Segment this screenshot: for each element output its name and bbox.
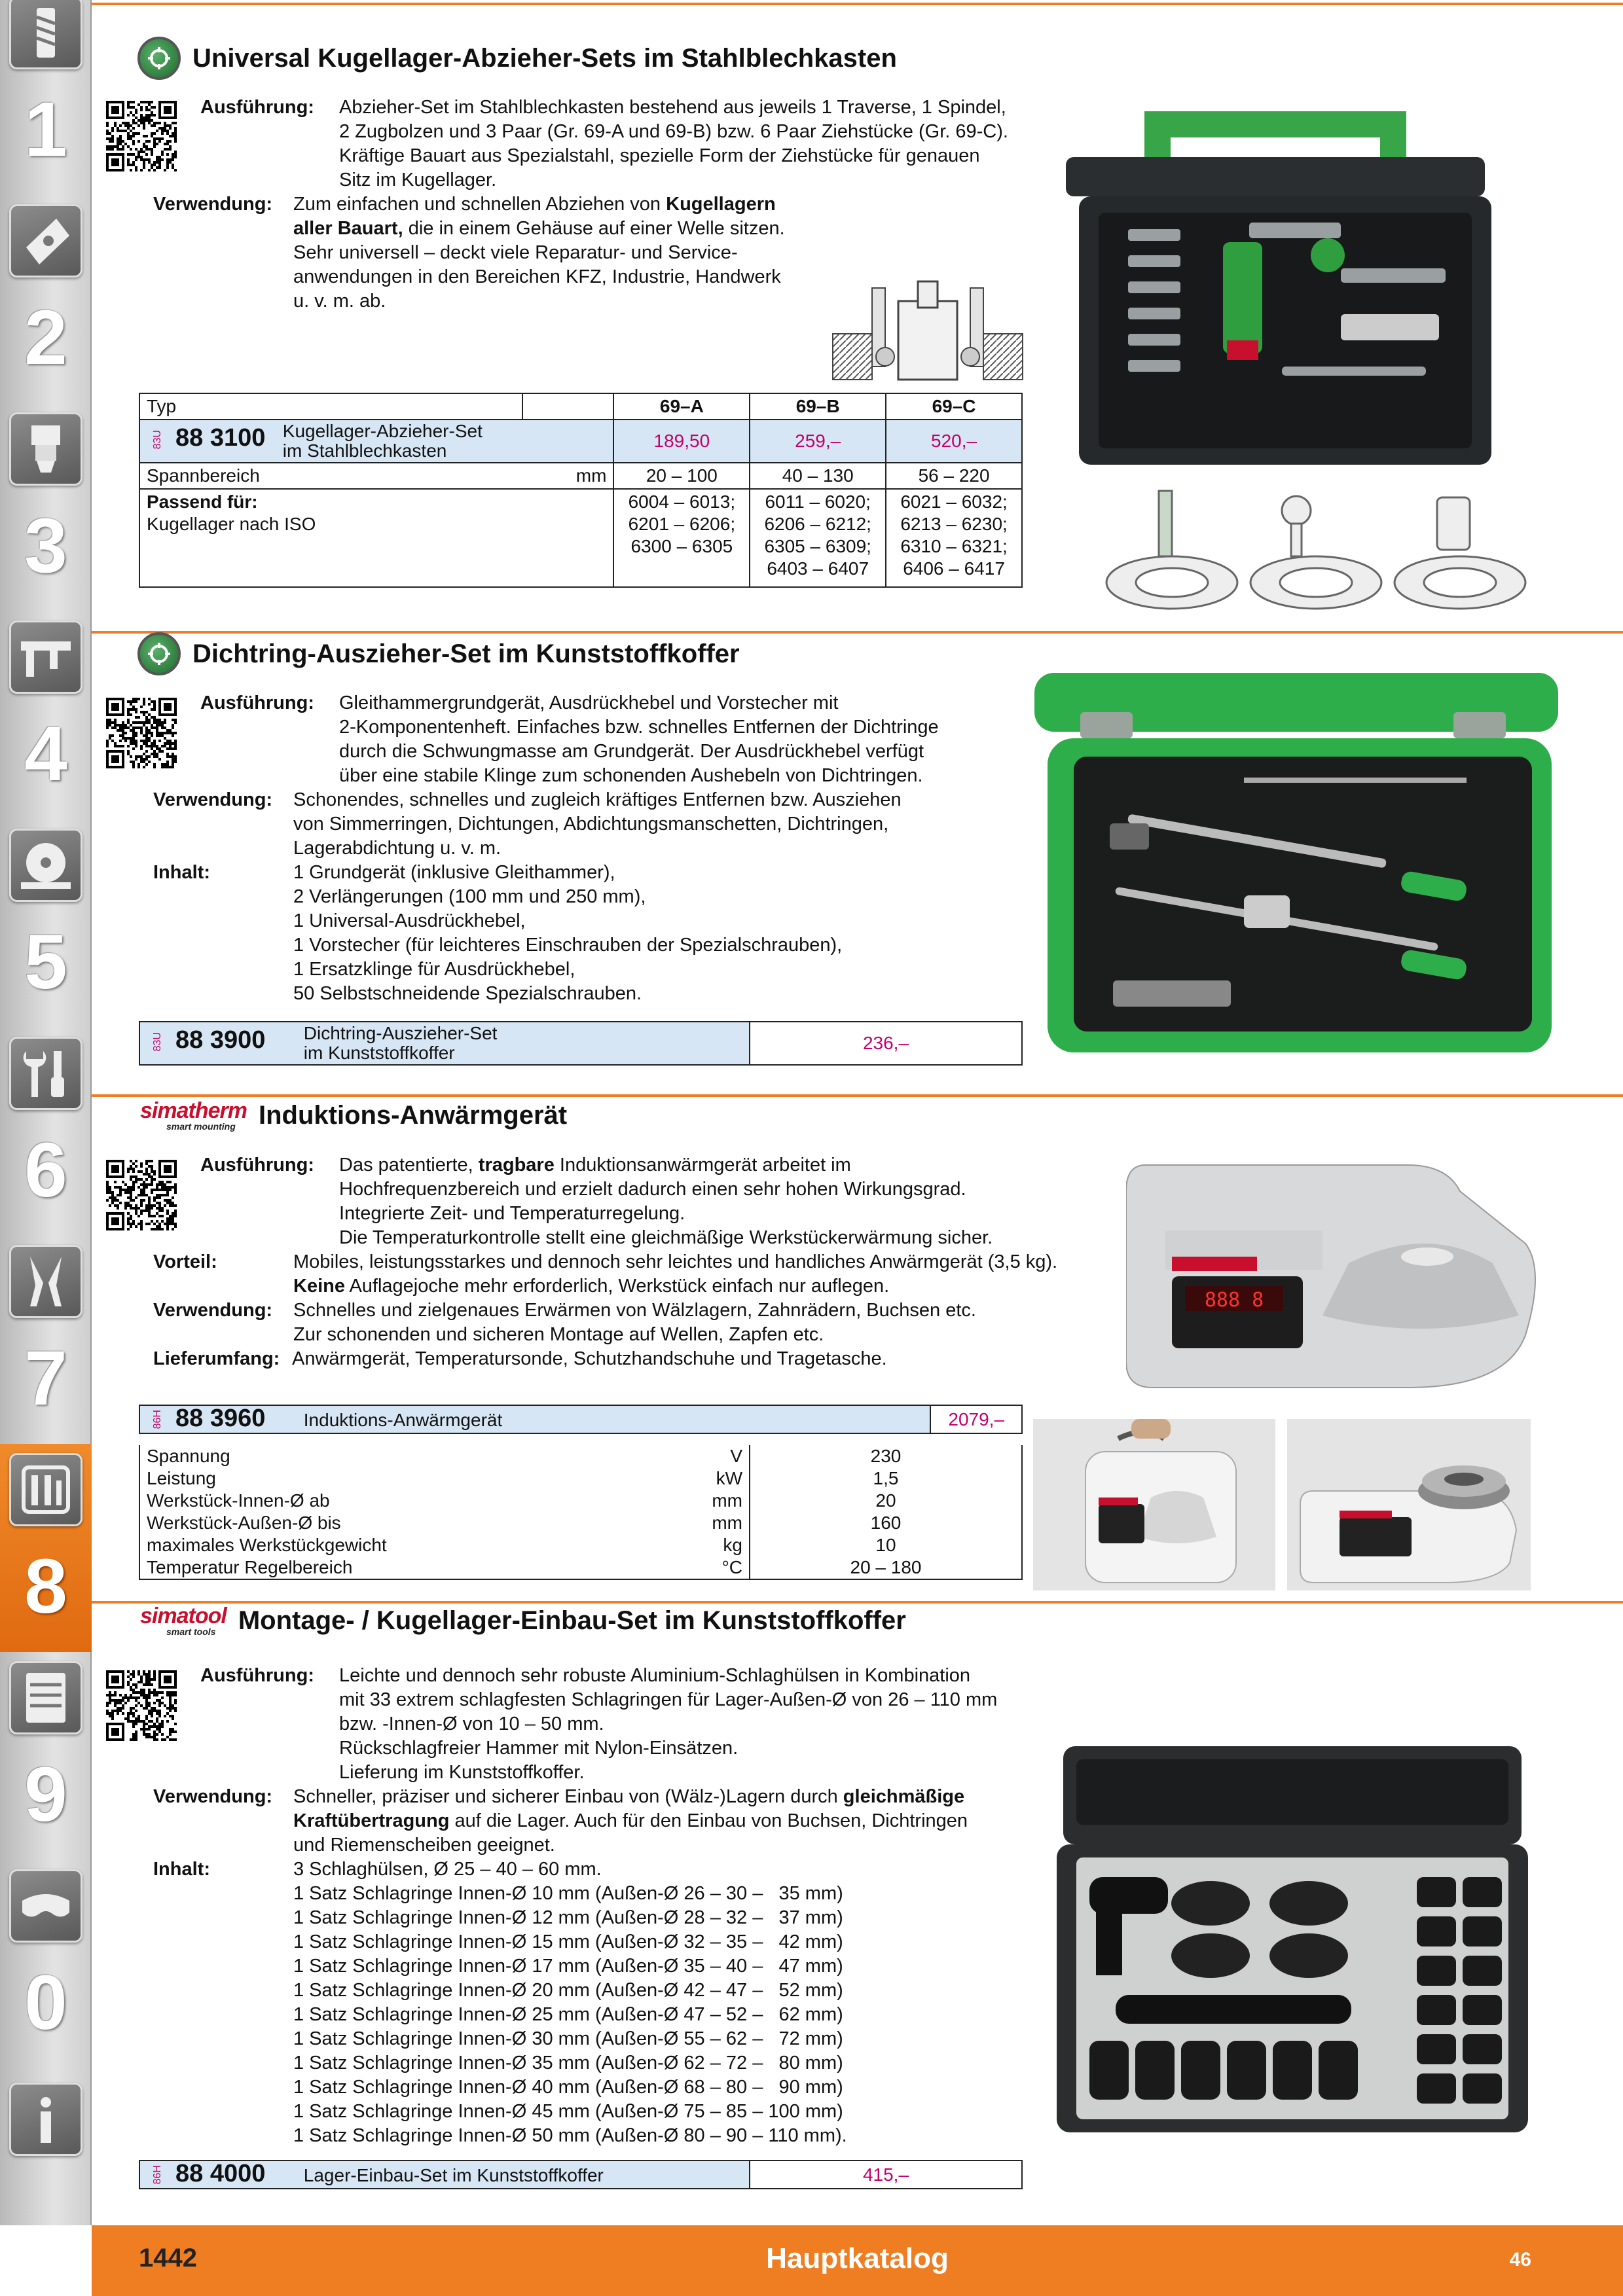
text-line: Anwärmgerät, Temperatursonde, Schutzhandschuhe und Tragetasche. xyxy=(292,1348,887,1369)
text-line: 2 Verlängerungen (100 mm und 250 mm), xyxy=(293,886,646,907)
label-ausfuehrung: Ausführung: xyxy=(200,692,314,713)
cell: 6004 – 6013; xyxy=(628,492,736,512)
table-row xyxy=(139,489,1022,587)
spec-row xyxy=(139,1445,1022,1467)
text-line: und Riemenscheiben geeignet. xyxy=(293,1835,555,1856)
section-header xyxy=(140,1100,567,1131)
section-title: Universal Kugellager-Abzieher-Sets im Stahlblechkasten xyxy=(192,43,897,73)
text-bold: tragbare xyxy=(478,1155,555,1175)
text-line: 1 Satz Schlagringe Innen-Ø 15 mm (Außen-Ø 32 – 35 – 42 mm) xyxy=(293,1931,843,1952)
column-header: 69–C xyxy=(886,393,1022,420)
s1-ausf-text xyxy=(339,96,1046,192)
heater-carry-photo-image xyxy=(1033,1419,1275,1590)
column-header: 69–B xyxy=(750,393,886,420)
text-line: durch die Schwungmasse am Grundgerät. Der Ausdrückhebel verfügt xyxy=(339,741,924,762)
section-title: Dichtring-Auszieher-Set im Kunststoffkoffer xyxy=(192,639,740,668)
price: 259,– xyxy=(750,420,886,463)
text-line: Zur schonenden und sicheren Montage auf Wellen, Zapfen etc. xyxy=(293,1324,824,1345)
article-desc: Lager-Einbau-Set im Kunststoffkoffer xyxy=(303,2165,604,2185)
spec-row xyxy=(139,1512,1022,1534)
chapter-number: 6 xyxy=(24,1127,67,1213)
spec-unit: °C xyxy=(637,1556,750,1579)
cell: 6021 – 6032; xyxy=(900,492,1008,512)
text-line: 1 Satz Schlagringe Innen-Ø 45 mm (Außen-Ø 75 – 85 – 100 mm) xyxy=(293,2101,843,2122)
text-line: 1 Satz Schlagringe Innen-Ø 30 mm (Außen-Ø 55 – 62 – 72 mm) xyxy=(293,2028,843,2049)
text-line: Zum einfachen und schnellen Abziehen von xyxy=(293,194,666,215)
cell: 6403 – 6407 xyxy=(767,558,869,579)
simatherm-logo xyxy=(140,1100,247,1131)
chapter-number: 2 xyxy=(24,295,67,381)
spec-value: 160 xyxy=(750,1512,1022,1534)
section-header xyxy=(140,1605,906,1636)
text-line: Leichte und dennoch sehr robuste Aluminium-Schlaghülsen in Kombination xyxy=(339,1665,971,1686)
label-ausfuehrung: Ausführung: xyxy=(200,1155,314,1175)
chapter-number: 5 xyxy=(24,919,67,1005)
spec-value: 20 – 180 xyxy=(750,1556,1022,1579)
spec-unit: mm xyxy=(637,1512,750,1534)
spec-row xyxy=(139,1534,1022,1556)
row-label: Spannbereich xyxy=(139,463,522,489)
spec-unit: mm xyxy=(637,1490,750,1512)
tool-holder-icon xyxy=(9,412,82,486)
text-line: 1 Satz Schlagringe Innen-Ø 50 mm (Außen-Ø 80 – 90 – 110 mm). xyxy=(293,2125,847,2146)
table-row xyxy=(139,463,1022,489)
heater-with-bearing-photo-image xyxy=(1287,1419,1531,1590)
label-inhalt: Inhalt: xyxy=(153,1859,210,1880)
label-verwendung: Verwendung: xyxy=(153,1786,273,1807)
article-number[interactable]: 88 3960 xyxy=(175,1405,266,1432)
price: 236,– xyxy=(750,1022,1022,1065)
column-header: 69–A xyxy=(613,393,750,420)
spec-label: Leistung xyxy=(139,1467,637,1490)
cell: 6011 – 6020; xyxy=(765,492,871,512)
chapter-number: 7 xyxy=(24,1335,67,1422)
application-diagrams-image xyxy=(1100,484,1539,615)
article-desc: Dichtring-Auszieher-Set xyxy=(303,1023,498,1043)
price: 2079,– xyxy=(930,1405,1022,1433)
spec-label: Spannung xyxy=(139,1445,637,1467)
text-line: Mobiles, leistungsstarkes und dennoch sehr leichtes und handliches Anwärmgerät (3,5 kg). xyxy=(293,1251,1058,1272)
cell: 6300 – 6305 xyxy=(630,536,733,556)
chapter-number: 9 xyxy=(24,1751,67,1838)
row-label: Kugellager nach ISO xyxy=(147,514,316,534)
brand-tagline: smart mounting xyxy=(166,1121,236,1132)
chapter-tab-3[interactable] xyxy=(0,403,92,611)
text-bold: Keine xyxy=(293,1276,345,1297)
page-footer xyxy=(92,2225,1623,2296)
section-separator xyxy=(92,3,1623,5)
cell: 56 – 220 xyxy=(886,463,1022,489)
text-line: Hochfrequenzbereich und erzielt dadurch einen sehr hohen Wirkungsgrad. xyxy=(339,1179,966,1200)
text-line: 1 Satz Schlagringe Innen-Ø 10 mm (Außen-Ø 26 – 30 – 35 mm) xyxy=(293,1883,843,1904)
spec-label: Werkstück-Innen-Ø ab xyxy=(139,1490,637,1512)
text-line: bzw. -Innen-Ø von 10 – 50 mm. xyxy=(339,1713,604,1734)
text-line: Schonendes, schnelles und zugleich kräftiges Entfernen bzw. Ausziehen xyxy=(293,789,902,810)
article-number[interactable]: 88 3900 xyxy=(175,1026,266,1054)
text-line: Sitz im Kugellager. xyxy=(339,170,497,190)
text-line: Rückschlagfreier Hammer mit Nylon-Einsätzen. xyxy=(339,1738,739,1759)
label-ausfuehrung: Ausführung: xyxy=(200,97,314,118)
page-subnumber: 46 xyxy=(1509,2249,1531,2270)
wrench-screwdriver-icon xyxy=(9,1037,82,1110)
s4-inhalt-list xyxy=(293,1857,1046,2148)
text-line: die in einem Gehäuse auf einer Welle sitzen. xyxy=(403,218,785,239)
article-number[interactable]: 88 4000 xyxy=(175,2160,266,2187)
hand-tools-icon xyxy=(9,1453,82,1526)
section-title: Induktions-Anwärmgerät xyxy=(258,1100,568,1130)
label-vorteil: Vorteil: xyxy=(153,1251,217,1272)
article-number[interactable]: 88 3100 xyxy=(175,424,266,452)
s3-description xyxy=(0,1153,1113,1389)
label-verwendung: Verwendung: xyxy=(153,789,273,810)
spec-label: maximales Werkstückgewicht xyxy=(139,1534,637,1556)
text-line: u. v. m. ab. xyxy=(293,291,386,312)
label-inhalt: Inhalt: xyxy=(153,862,210,883)
text-line: Das patentierte, xyxy=(339,1155,479,1175)
text-line: 3 Schlaghülsen, Ø 25 – 40 – 60 mm. xyxy=(293,1859,602,1880)
heater-device-photo-image xyxy=(1126,1152,1545,1394)
spec-label: Temperatur Regelbereich xyxy=(139,1556,637,1579)
text-line: 1 Satz Schlagringe Innen-Ø 25 mm (Außen-Ø 47 – 52 – 62 mm) xyxy=(293,2004,843,2025)
spec-value: 10 xyxy=(750,1534,1022,1556)
s3-spec-table xyxy=(139,1405,1023,1434)
catalog-title: Hauptkatalog xyxy=(766,2242,949,2274)
spec-value: 230 xyxy=(750,1445,1022,1467)
text-line: Kräftige Bauart aus Spezialstahl, spezielle Form der Ziehstücke für genauen xyxy=(339,145,980,166)
row-label: Passend für: xyxy=(147,492,258,512)
text-bold: aller Bauart, xyxy=(293,218,403,239)
section-header xyxy=(137,632,740,675)
text-line: 1 Vorstecher (für leichteres Einschrauben der Spezialschrauben), xyxy=(293,935,843,956)
text-line: Integrierte Zeit- und Temperaturregelung. xyxy=(339,1203,685,1224)
page-number: 1442 xyxy=(139,2244,197,2272)
chapter-number: 0 xyxy=(24,1960,67,2046)
article-code: 83U xyxy=(152,429,163,450)
text-line: Schneller, präziser und sicherer Einbau von (Wälz-)Lagern durch xyxy=(293,1786,843,1807)
spec-label: Werkstück-Außen-Ø bis xyxy=(139,1512,637,1534)
article-desc: Kugellager-Abzieher-Set xyxy=(282,421,483,441)
s2-article-table xyxy=(139,1021,1023,1066)
text-line: 1 Ersatzklinge für Ausdrückhebel, xyxy=(293,959,575,980)
spec-unit: V xyxy=(637,1445,750,1467)
row-unit: mm xyxy=(522,463,613,489)
brand-tagline: smart tools xyxy=(166,1626,216,1637)
heater-display-readout: 888 8 xyxy=(1204,1289,1264,1312)
label-ausfuehrung: Ausführung: xyxy=(200,1665,314,1686)
steel-case-photo-image xyxy=(1066,92,1504,478)
section-separator xyxy=(92,1601,1623,1604)
price: 189,50 xyxy=(613,420,750,463)
spec-row xyxy=(139,1490,1022,1512)
text-line: Die Temperaturkontrolle stellt eine gleichmäßige Werkstückerwärmung sicher. xyxy=(339,1227,993,1248)
section-title: Montage- / Kugellager-Einbau-Set im Kunststoffkoffer xyxy=(238,1605,906,1635)
text-line: Schnelles und zielgenaues Erwärmen von Wälzlagern, Zahnrädern, Buchsen etc. xyxy=(293,1300,976,1321)
text-line: 2-Komponentenheft. Einfaches bzw. schnelles Entfernen der Dichtringe xyxy=(339,717,939,738)
article-code: 86H xyxy=(152,2165,163,2185)
text-line: auf die Lager. Auch für den Einbau von Buchsen, Dichtringen xyxy=(449,1810,968,1831)
article-desc: im Kunststoffkoffer xyxy=(303,1043,455,1063)
s2-description xyxy=(0,691,1048,1018)
cell: 6213 – 6230; xyxy=(900,514,1008,534)
spec-value: 20 xyxy=(750,1490,1022,1512)
text-bold: gleichmäßige xyxy=(843,1786,965,1807)
drill-bit-icon xyxy=(9,0,82,69)
text-bold: Kraftübertragung xyxy=(293,1810,450,1831)
text-line: Abzieher-Set im Stahlblechkasten bestehend aus jeweils 1 Traverse, 1 Spindel, xyxy=(339,97,1006,118)
text-line: 1 Satz Schlagringe Innen-Ø 12 mm (Außen-Ø 28 – 32 – 37 mm) xyxy=(293,1907,843,1928)
brand-logo-icon xyxy=(137,632,181,675)
cell: 20 – 100 xyxy=(613,463,750,489)
text-line: anwendungen in den Bereichen KFZ, Industrie, Handwerk xyxy=(293,266,781,287)
text-line: Gleithammergrundgerät, Ausdrückhebel und Vorstecher mit xyxy=(339,692,839,713)
section-header xyxy=(137,37,897,80)
text-bold: Kugellagern xyxy=(666,194,776,215)
cell: 6305 – 6309; xyxy=(764,536,871,556)
article-desc: im Stahlblechkasten xyxy=(282,440,447,461)
text-line: 1 Satz Schlagringe Innen-Ø 20 mm (Außen-Ø 42 – 47 – 52 mm) xyxy=(293,1980,843,2001)
brand-name: simatherm xyxy=(140,1098,247,1123)
text-line: Lagerabdichtung u. v. m. xyxy=(293,838,501,859)
label-lieferumfang: Lieferumfang: xyxy=(153,1348,280,1369)
text-line: 1 Satz Schlagringe Innen-Ø 40 mm (Außen-Ø 68 – 80 – 90 mm) xyxy=(293,2077,843,2098)
cell: 6206 – 6212; xyxy=(764,514,871,534)
text-line: von Simmerringen, Dichtungen, Abdichtungsmanschetten, Dichtringen, xyxy=(293,814,889,834)
section-separator xyxy=(92,1094,1623,1097)
table-row-article[interactable] xyxy=(139,2161,1022,2189)
label-verwendung: Verwendung: xyxy=(153,194,273,215)
cell: 6406 – 6417 xyxy=(903,558,1005,579)
text-line: mit 33 extrem schlagfesten Schlagringen für Lager-Außen-Ø von 26 – 110 mm xyxy=(339,1689,998,1710)
s1-verw-text xyxy=(293,192,817,314)
text-line: Induktionsanwärmgerät arbeitet im xyxy=(554,1155,851,1175)
chapter-number: 1 xyxy=(24,86,67,173)
chapter-number: 4 xyxy=(24,711,67,797)
text-line: über eine stabile Klinge zum schonenden Aushebeln von Dichtringen. xyxy=(339,765,923,786)
caliper-icon xyxy=(9,620,82,694)
chapter-number: 8 xyxy=(24,1543,67,1630)
table-row-article[interactable] xyxy=(139,420,1022,463)
text-line: 1 Satz Schlagringe Innen-Ø 35 mm (Außen-Ø 62 – 72 – 80 mm) xyxy=(293,2053,843,2073)
puller-diagram-image xyxy=(826,275,1029,393)
article-code: 86H xyxy=(152,1410,163,1429)
text-line: Auflagejoche mehr erforderlich, Werkstück einfach nur auflegen. xyxy=(344,1276,890,1297)
spec-row xyxy=(139,1467,1022,1490)
text-line: Sehr universell – deckt viele Reparatur- und Service- xyxy=(293,242,738,263)
plastic-case-photo-image xyxy=(1034,673,1558,1066)
s1-spec-table xyxy=(139,393,1023,588)
spec-row xyxy=(139,1556,1022,1579)
spec-unit: kg xyxy=(637,1534,750,1556)
table-row-article[interactable] xyxy=(139,1022,1022,1065)
brand-logo-icon xyxy=(137,37,181,80)
label-verwendung: Verwendung: xyxy=(153,1300,273,1321)
article-desc: Induktions-Anwärmgerät xyxy=(303,1410,503,1430)
spec-value: 1,5 xyxy=(750,1467,1022,1490)
text-line: 1 Grundgerät (inklusive Gleithammer), xyxy=(293,862,615,883)
table-row-article[interactable] xyxy=(139,1405,1022,1433)
cell: 6310 – 6321; xyxy=(900,536,1008,556)
price: 520,– xyxy=(886,420,1022,463)
price: 415,– xyxy=(750,2161,1022,2189)
simatool-logo xyxy=(140,1605,227,1636)
chapter-number: 3 xyxy=(24,503,67,589)
s4-description xyxy=(0,1664,1048,2155)
s4-article-table xyxy=(139,2160,1023,2189)
text-line: 1 Satz Schlagringe Innen-Ø 17 mm (Außen-Ø 35 – 40 – 47 mm) xyxy=(293,1956,843,1977)
text-line: 2 Zugbolzen und 3 Paar (Gr. 69-A und 69-B) bzw. 6 Paar Ziehstücke (Gr. 69-C). xyxy=(339,121,1008,142)
table-header-typ: Typ xyxy=(139,393,522,420)
cell: 6201 – 6206; xyxy=(628,514,736,534)
brand-name: simatool xyxy=(140,1604,227,1628)
article-code: 83U xyxy=(152,1031,163,1052)
s3-specs-list xyxy=(139,1445,1023,1580)
text-line: Lieferung im Kunststoffkoffer. xyxy=(339,1762,585,1783)
mounting-kit-case-photo-image xyxy=(1050,1746,1535,2139)
text-line: 1 Universal-Ausdrückhebel, xyxy=(293,910,526,931)
spec-unit: kW xyxy=(637,1467,750,1490)
text-line: 50 Selbstschneidende Spezialschrauben. xyxy=(293,983,642,1004)
chapter-tab-8[interactable] xyxy=(0,1444,92,1652)
cell: 40 – 130 xyxy=(750,463,886,489)
